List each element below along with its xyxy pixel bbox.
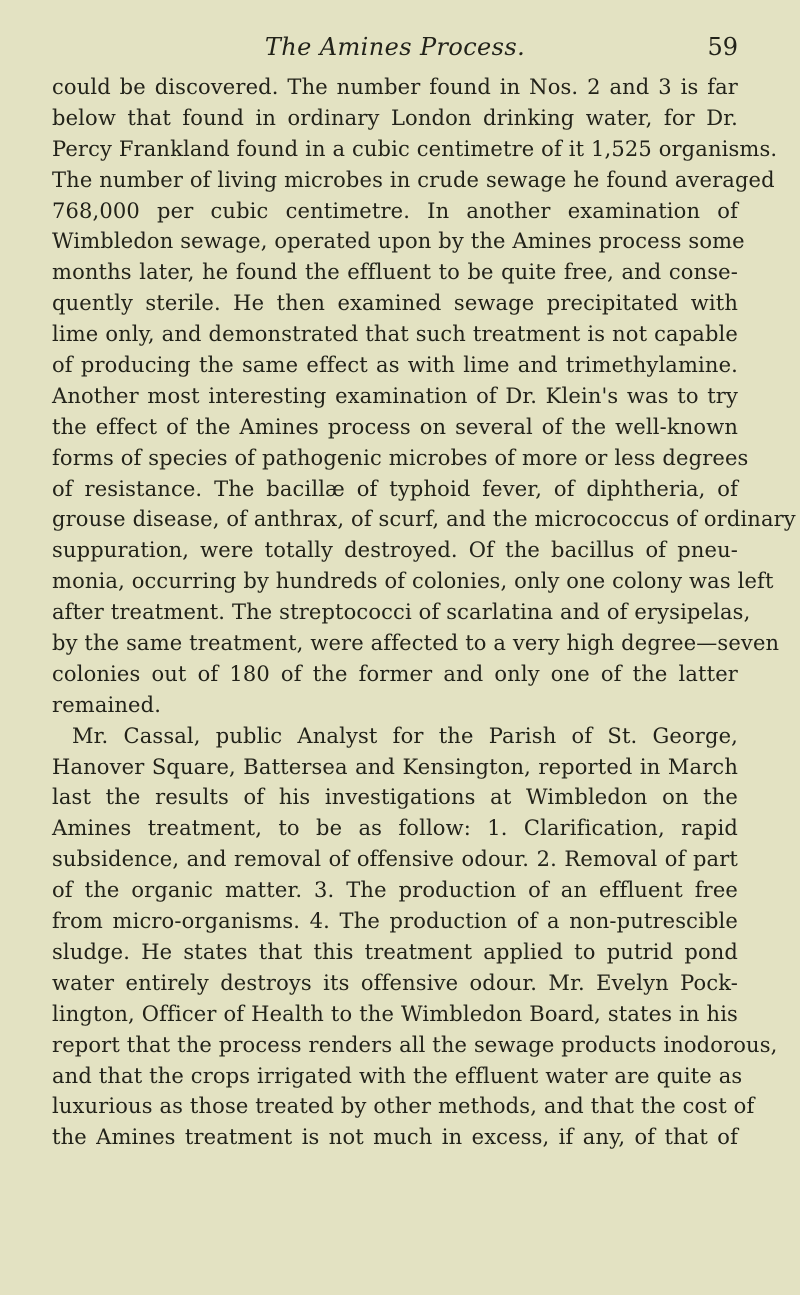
- text-line: of producing the same effect as with lime and trimethylamine.: [52, 353, 738, 378]
- text-line: subsidence, and removal of offensive odour. 2. Removal of part: [52, 847, 738, 872]
- text-line: grouse disease, of anthrax, of scurf, and the micrococcus of ordinary: [52, 507, 796, 532]
- text-line: last the results of his investigations at Wimbledon on the: [52, 785, 738, 810]
- text-line: monia, occurring by hundreds of colonies, only one colony was left: [52, 569, 774, 594]
- text-line: forms of species of pathogenic microbes of more or less degrees: [52, 445, 749, 470]
- text-line: Wimbledon sewage, operated upon by the Amines process some: [52, 229, 745, 254]
- text-line: report that the process renders all the sewage products inodorous,: [52, 1032, 778, 1057]
- text-line: Hanover Square, Battersea and Kensington, reported in March: [52, 754, 738, 779]
- text-line: luxurious as those treated by other methods, and that the cost of: [52, 1094, 755, 1119]
- text-line: months later, he found the effluent to be quite free, and conse-: [52, 260, 738, 285]
- page-header: [52, 30, 738, 64]
- text-line: sludge. He states that this treatment applied to putrid pond: [52, 939, 738, 964]
- paragraph-end-line: remained.: [52, 692, 162, 717]
- text-line: lime only, and demonstrated that such treatment is not capable: [52, 322, 738, 347]
- text-line: by the same treatment, were affected to a very high degree—seven: [52, 631, 780, 656]
- text-line: of resistance. The bacillæ of typhoid fever, of diphtheria, of: [52, 476, 738, 501]
- text-line: water entirely destroys its offensive odour. Mr. Evelyn Pock-: [52, 970, 738, 995]
- text-line: 768,000 per cubic centimetre. In another examination of: [52, 198, 738, 223]
- text-line: suppuration, were totally destroyed. Of the bacillus of pneu-: [52, 538, 738, 563]
- text-line: of the organic matter. 3. The production of an effluent free: [52, 878, 738, 903]
- text-line: could be discovered. The number found in Nos. 2 and 3 is far: [52, 75, 738, 99]
- text-line: The number of living microbes in crude sewage he found averaged: [52, 167, 775, 192]
- text-line: below that found in ordinary London drinking water, for Dr.: [52, 105, 738, 130]
- body-text: [52, 72, 796, 1153]
- text-line: Another most interesting examination of Dr. Klein's was to try: [52, 383, 738, 408]
- text-line: from micro-organisms. 4. The production of a non-putrescible: [52, 909, 738, 934]
- text-line: Amines treatment, to be as follow: 1. Clarification, rapid: [52, 816, 738, 841]
- running-title: The Amines Process.: [264, 33, 526, 61]
- text-line: quently sterile. He then examined sewage precipitated with: [52, 291, 738, 316]
- text-line: colonies out of 180 of the former and only one of the latter: [52, 661, 738, 686]
- page-number: 59: [707, 33, 738, 61]
- text-line: lington, Officer of Health to the Wimbledon Board, states in his: [52, 1001, 738, 1026]
- paragraph-start-line: Mr. Cassal, public Analyst for the Parish of St. George,: [72, 723, 738, 748]
- text-line: Percy Frankland found in a cubic centimetre of it 1,525 organisms.: [52, 136, 778, 161]
- text-line: the effect of the Amines process on several of the well-known: [52, 414, 738, 439]
- text-line: and that the crops irrigated with the effluent water are quite as: [52, 1063, 743, 1088]
- text-line: the Amines treatment is not much in excess, if any, of that of: [52, 1125, 738, 1150]
- text-line: after treatment. The streptococci of scarlatina and of erysipelas,: [52, 600, 751, 625]
